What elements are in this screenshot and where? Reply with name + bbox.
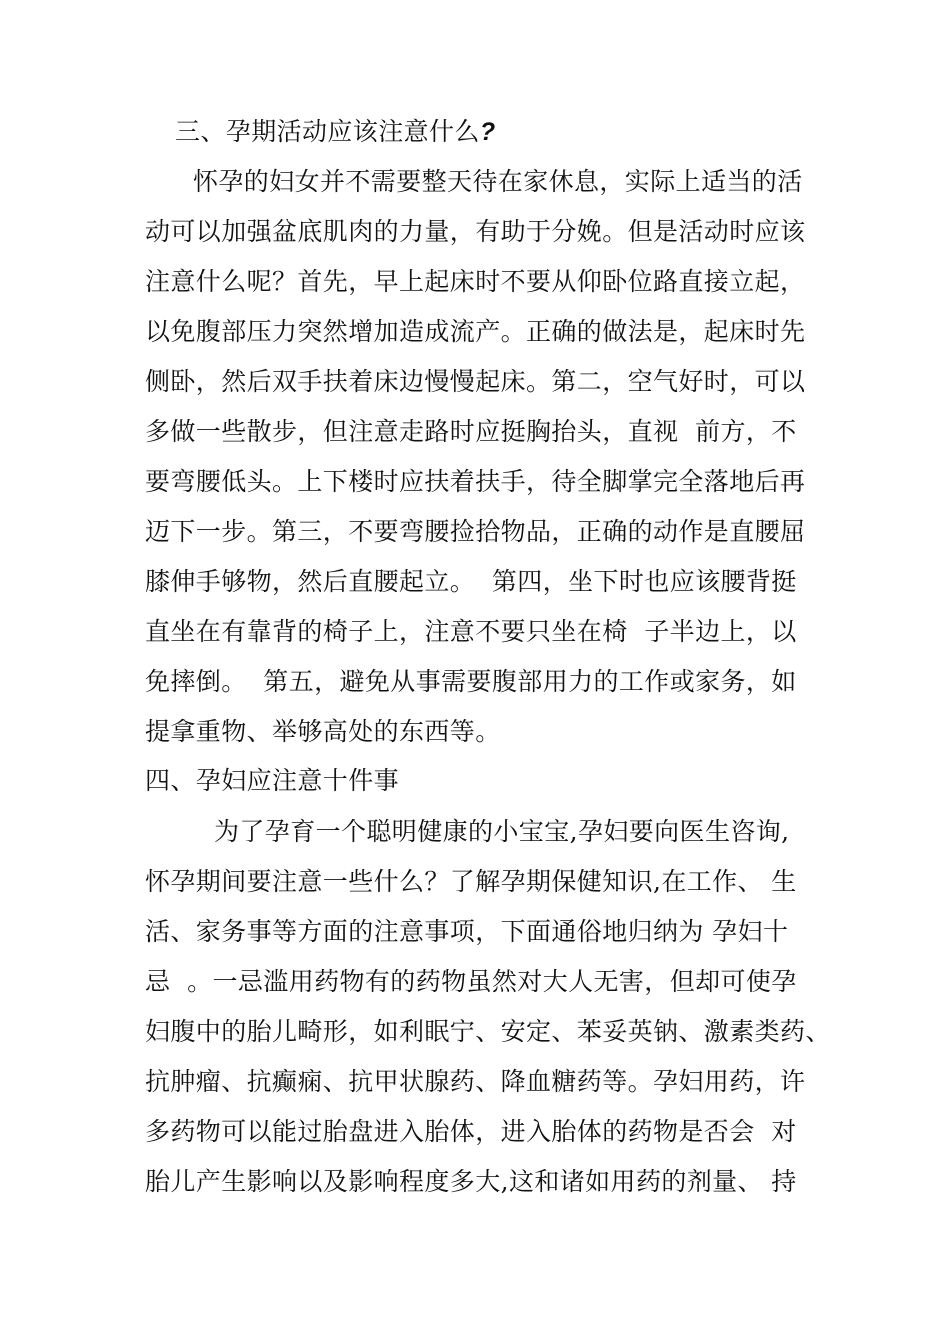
paragraph-line: 忌 。一忌滥用药物有的药物虽然对大人无害，但却可使孕: [145, 967, 797, 996]
paragraph-line: 膝伸手够物，然后直腰起立。 第四，坐下时也应该腰背挺: [145, 567, 797, 596]
paragraph-line: 侧卧，然后双手扶着床边慢慢起床。第二，空气好时，可以: [145, 367, 806, 396]
paragraph-line: 直坐在有靠背的椅子上，注意不要只坐在椅 子半边上，以: [145, 617, 797, 646]
paragraph-line: 迈下一步。第三，不要弯腰捡拾物品，正确的动作是直腰屈: [145, 517, 806, 546]
section-3-heading-mark: ?: [479, 118, 496, 146]
paragraph-line: 胎儿产生影响以及影响程度多大,这和诸如用药的剂量、 持: [145, 1167, 797, 1196]
paragraph-line: 妇腹中的胎儿畸形，如利眠宁、安定、苯妥英钠、激素类药、: [145, 1017, 831, 1046]
paragraph-line: 抗肿瘤、抗癫痫、抗甲状腺药、降血糖药等。孕妇用药，许: [145, 1067, 806, 1096]
paragraph-line: 要弯腰低头。上下楼时应扶着扶手，待全脚掌完全落地后再: [145, 467, 806, 496]
section-3-heading-text: 三、孕期活动应该注意什么: [175, 117, 480, 146]
paragraph-line: 多做一些散步，但注意走路时应挺胸抬头，直视 前方，不: [145, 417, 797, 446]
paragraph-line: 注意什么呢？首先，早上起床时不要从仰卧位路直接立起，: [145, 267, 806, 296]
paragraph-line: 怀孕期间要注意一些什么？了解孕期保健知识,在工作、 生: [145, 867, 797, 896]
paragraph-line: 提拿重物、举够高处的东西等。: [145, 717, 501, 746]
section-3-heading: [175, 117, 845, 147]
paragraph-line: 怀孕的妇女并不需要整天待在家休息，实际上适当的活: [193, 167, 803, 196]
paragraph-line: 免摔倒。 第五，避免从事需要腹部用力的工作或家务，如: [145, 667, 797, 696]
section-4-heading: 四、孕妇应注意十件事: [145, 766, 400, 795]
paragraph-line: 为了孕育一个聪明健康的小宝宝,孕妇要向医生咨询,: [214, 817, 790, 846]
paragraph-line: 以免腹部压力突然增加造成流产。正确的做法是，起床时先: [145, 317, 806, 346]
paragraph-line: 多药物可以能过胎盘进入胎体，进入胎体的药物是否会 对: [145, 1117, 797, 1146]
paragraph-line: 活、家务事等方面的注意事项，下面通俗地归纳为 孕妇十: [145, 917, 789, 946]
paragraph-line: 动可以加强盆底肌肉的力量，有助于分娩。但是活动时应该: [145, 217, 806, 246]
